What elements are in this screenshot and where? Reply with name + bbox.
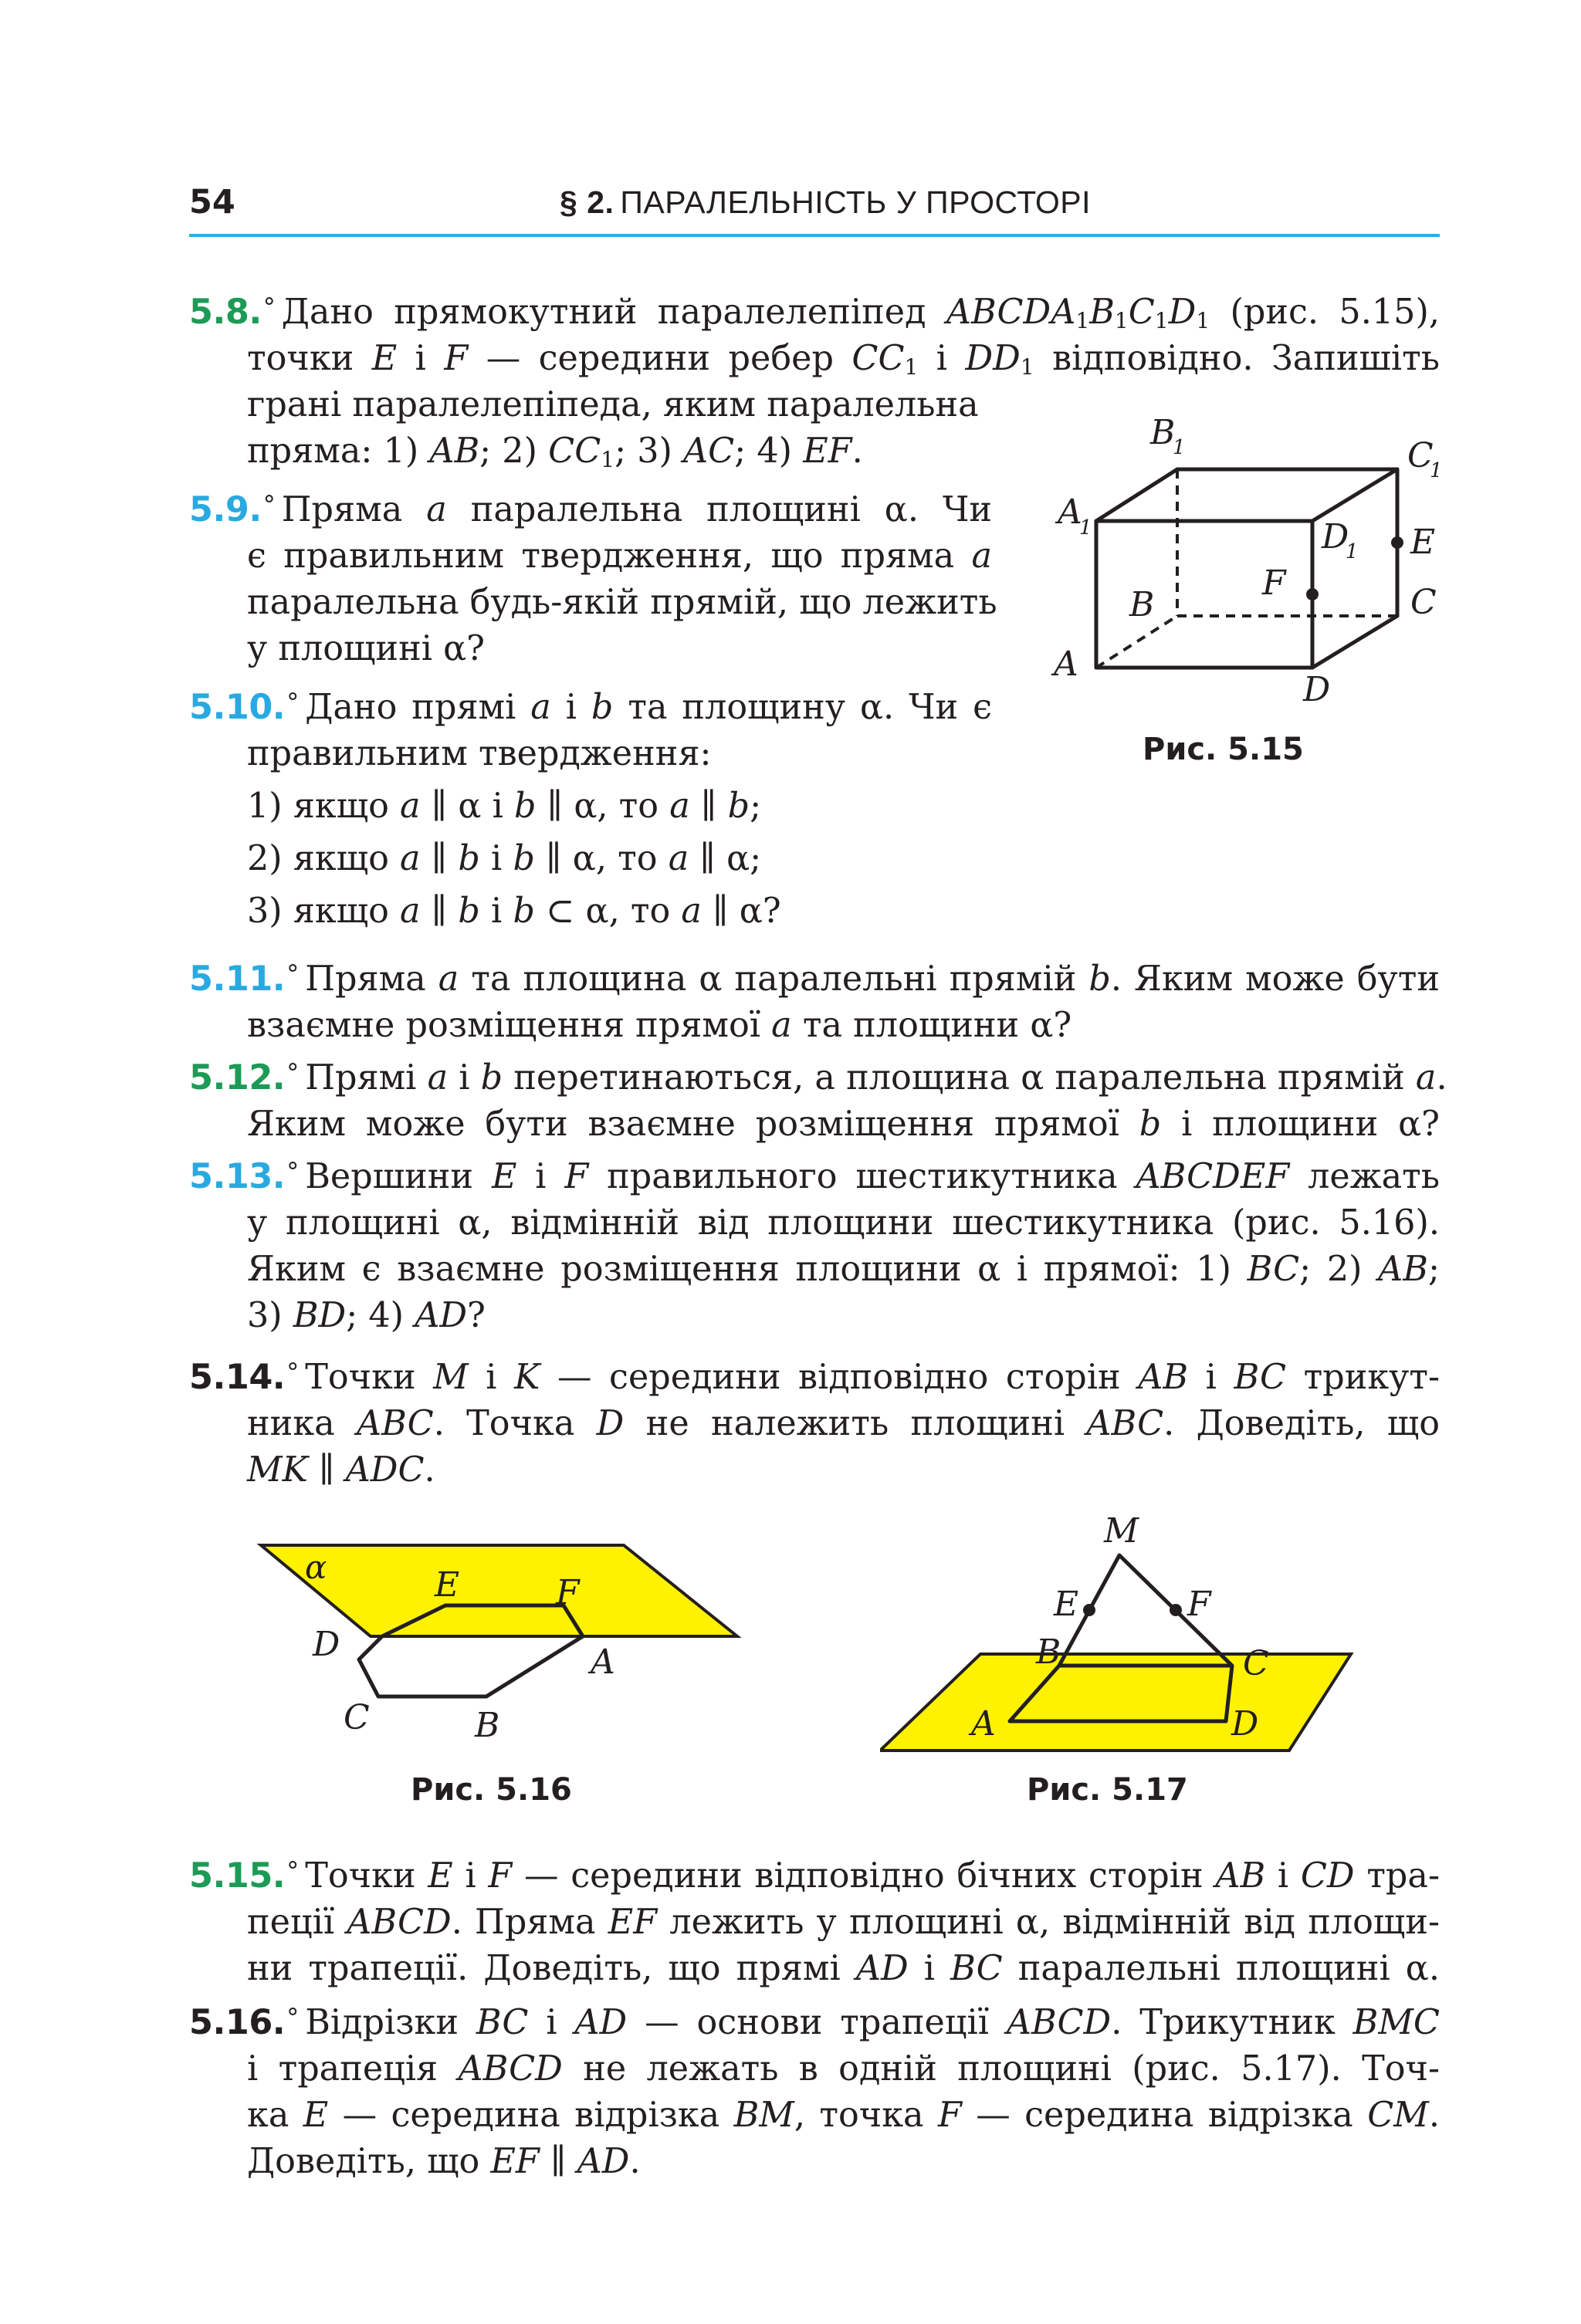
problem-5-10 [189,679,992,935]
label-b1-subscript: 1 [1173,436,1186,459]
page-header [189,181,1440,237]
label-a: A [1054,644,1078,684]
problem-line: пряма: 1) AB; 2) $CC_1$; 3) AC; 4) EF. [247,431,863,472]
problem-number: 5.8. [189,293,262,332]
problem-line: 5.15.° Точки E і F — середини відповідно бічних сторін AB і CD тра- [189,1856,1440,1896]
label-e: E [435,1565,460,1605]
problem-line: 5.13.° Вершини E і F правильного шестикутника ABCDEF лежать [189,1157,1441,1196]
problem-number: 5.14. [189,1358,286,1397]
problem-line: 5.16.° Відрізки BC і AD — основи трапеції ABCD. Трикутник BMC [189,2003,1440,2042]
label-d: D [1231,1704,1259,1744]
problem-line: 5.10.° Дано прямі a і b та площину α. Чи є [189,688,992,727]
problem-number: 5.12. [189,1058,286,1098]
problem-line: грані паралелепіпеда, яким паралельна [247,385,979,425]
label-b: B [1036,1632,1061,1672]
label-e: E [1410,523,1436,562]
label-b1: B [1150,413,1176,452]
problem-line: 2) якщо a ∥ b і b ∥ α, то a ∥ α; [247,839,762,878]
problem-line: Яким може бути взаємне розміщення прямої b і площини α? [247,1104,1440,1144]
problem-line: Яким є взаємне розміщення площини α і прямої: 1) BC; 2) AB; [247,1250,1440,1289]
difficulty-marker: ° [262,293,276,322]
problem-line: 5.8.° Дано прямокутний паралелепіпед $ABCDA_1B_1C_1D_1$ (рис. 5.15), [189,293,1440,333]
label-f: F [556,1573,580,1612]
figure-caption-5-17: Рис. 5.17 [1027,1772,1188,1808]
label-c: C [1243,1644,1269,1683]
label-c1-subscript: 1 [1430,459,1443,482]
difficulty-marker: ° [286,1358,300,1387]
point-e [1391,536,1403,549]
label-d1-subscript: 1 [1346,540,1359,563]
figure-parallelepiped [1027,409,1459,718]
problem-5-9 [189,482,997,672]
point-f [1306,588,1319,600]
figure-caption-5-15: Рис. 5.15 [1143,732,1304,767]
problem-number: 5.15. [189,1856,286,1896]
label-d1: D [1322,517,1349,556]
edge-a1b1 [1096,469,1177,521]
problem-5-15 [189,1848,1440,1992]
problem-line: точки E і F — середини ребер $CC_1$ і $DD_1$ відповідно. Запишіть [247,339,1440,380]
difficulty-marker: ° [262,490,276,519]
problem-line: ника ABC. Точка D не належить площині ABC. Доведіть, що [247,1404,1441,1443]
section-mark: § 2. [560,184,614,220]
label-d: D [313,1625,340,1664]
label-b: B [475,1706,500,1744]
problem-line: у площині α? [247,629,486,668]
label-a1: A [1058,492,1082,532]
edge-dc [1312,616,1397,668]
problem-line: 5.12.° Прямі a і b перетинаються, а площина α паралельна прямій a. [189,1058,1447,1098]
difficulty-marker: ° [286,688,300,717]
difficulty-marker: ° [286,2003,300,2032]
problem-line: 5.11.° Пряма a та площина α паралельні прямій b. Яким може бути [189,959,1440,999]
figure-hexagon-plane [255,1536,749,1744]
label-c: C [1410,583,1437,622]
plane [880,1654,1351,1751]
problem-number: 5.9. [189,490,262,529]
difficulty-marker: ° [286,1856,300,1886]
edge-d1c1 [1312,469,1397,521]
problem-line: паралельна будь-якій прямій, що лежить [247,583,997,622]
label-e: E [1054,1585,1079,1624]
problem-line: 3) BD; 4) AD? [247,1296,486,1335]
problem-line: 5.9.° Пряма a паралельна площині α. Чи [189,490,992,529]
difficulty-marker: ° [286,1157,300,1186]
problem-5-12 [189,1050,1447,1148]
problem-number: 5.11. [189,959,286,999]
problem-line: Доведіть, що EF ∥ AD. [247,2142,641,2181]
label-alpha: α [305,1548,327,1586]
point-f [1170,1604,1182,1616]
page-number: 54 [189,183,235,222]
problem-number: 5.10. [189,688,286,727]
figure-caption-5-16: Рис. 5.16 [411,1772,572,1808]
problem-line: ка E — середина відрізка BM, точка F — середина відрізка CM. [247,2096,1440,2135]
problem-5-11 [189,951,1440,1049]
hexagon-bottom-edges [359,1636,583,1696]
problem-line: 1) якщо a ∥ α і b ∥ α, то a ∥ b; [247,787,762,826]
label-m: M [1104,1511,1139,1551]
label-d: D [1303,670,1331,709]
section-title [560,184,1091,221]
figure-trapezoid-triangle [880,1505,1366,1760]
difficulty-marker: ° [286,1058,300,1088]
problem-5-13 [189,1148,1440,1339]
problem-line: взаємне розміщення прямої a та площини α? [247,1006,1072,1045]
problem-5-16 [189,1994,1440,2185]
problem-line: у площині α, відмінній від площини шестикутника (рис. 5.16). [247,1203,1440,1243]
label-a: A [971,1704,996,1744]
problem-5-14 [189,1349,1440,1494]
problem-line: MK ∥ ADC. [247,1450,435,1490]
label-c: C [344,1698,370,1737]
plane-alpha [261,1545,737,1636]
label-f: F [1187,1585,1211,1624]
label-f: F [1262,563,1286,603]
problem-line: 5.14.° Точки M і K — середини відповідно сторін AB і BC трикут- [189,1358,1441,1397]
problem-line: пеції ABCD. Пряма EF лежить у площині α, відмінній від площи- [247,1903,1440,1942]
label-a: A [591,1642,615,1682]
problem-line: є правильним твердження, що пряма a [247,536,992,576]
problem-number: 5.13. [189,1157,286,1196]
label-a1-subscript: 1 [1079,516,1092,540]
difficulty-marker: ° [286,959,300,989]
problem-line: ни трапеції. Доведіть, що прямі AD і BC паралельні площині α. [247,1949,1440,1988]
point-e [1083,1604,1095,1616]
problem-line: 3) якщо a ∥ b і b ⊂ α, то a ∥ α? [247,891,781,931]
problem-line: правильним твердження: [247,734,712,773]
problem-number: 5.16. [189,2003,286,2042]
label-b: B [1129,585,1155,624]
problem-line: і трапеція ABCD не лежать в одній площині (рис. 5.17). Точ- [247,2049,1440,2089]
label-c1: C [1407,436,1434,475]
section-title-text: ПАРАЛЕЛЬНІСТЬ У ПРОСТОРІ [620,184,1092,220]
